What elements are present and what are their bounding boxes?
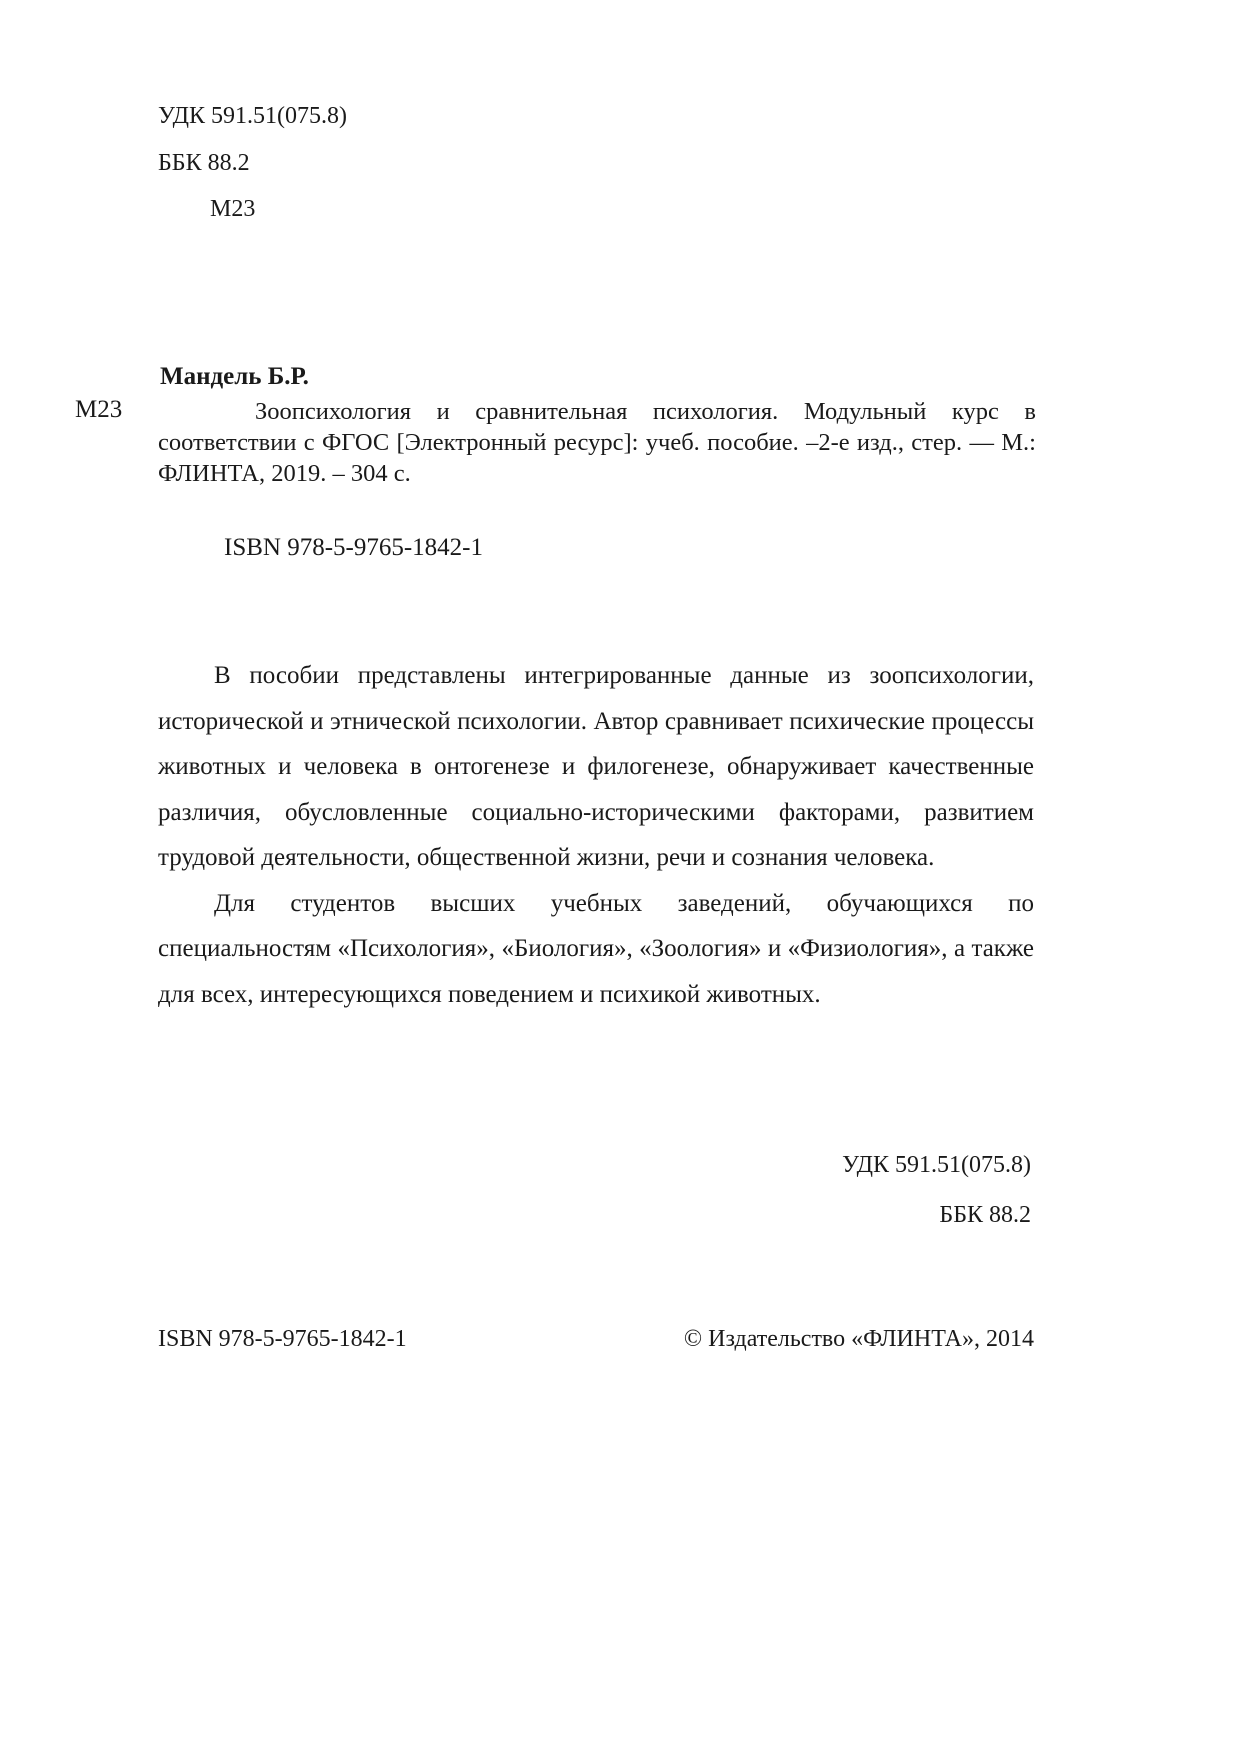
footer-row [158, 1326, 1034, 1353]
author-sign-code-top: М23 [210, 196, 256, 222]
bbk-code-top: ББК 88.2 [158, 150, 250, 176]
annotation-block [158, 653, 1034, 1017]
author-name: Мандель Б.Р. [160, 363, 309, 390]
isbn-number: ISBN 978-5-9765-1842-1 [224, 534, 484, 561]
bbk-code-bottom: ББК 88.2 [939, 1202, 1031, 1228]
publisher-copyright: © Издательство «ФЛИНТА», 2014 [683, 1326, 1034, 1352]
udk-code-top: УДК 591.51(075.8) [158, 103, 347, 129]
bibliographic-description: Зоопсихология и сравнительная психология. Модульный курс в соответствии с ФГОС [Электронный ресурс]: учеб. пособие. –2-е изд., стер. — М.: ФЛИНТА, 2019. – 304 с. [158, 398, 1036, 487]
udk-code-bottom: УДК 591.51(075.8) [842, 1152, 1031, 1178]
annotation-paragraph-2: Для студентов высших учебных заведений, обучающихся по специальностям «Психология», «Биология», «Зоология» и «Физиология», а также для всех, интересующихся поведением и психикой животных. [158, 889, 1034, 1008]
author-sign-code-margin: М23 [75, 396, 123, 423]
isbn-number-footer: ISBN 978-5-9765-1842-1 [158, 1326, 407, 1352]
annotation-paragraph-1: В пособии представлены интегрированные данные из зоопсихологии, исторической и этнической психологии. Автор сравнивает психические процессы животных и человека в онтогенезе и филогенезе, обнаруживает качественные различия, обусловленные социально-историческими факторами, развитием трудовой деятельности, общественной жизни, речи и сознания человека. [158, 662, 1034, 871]
